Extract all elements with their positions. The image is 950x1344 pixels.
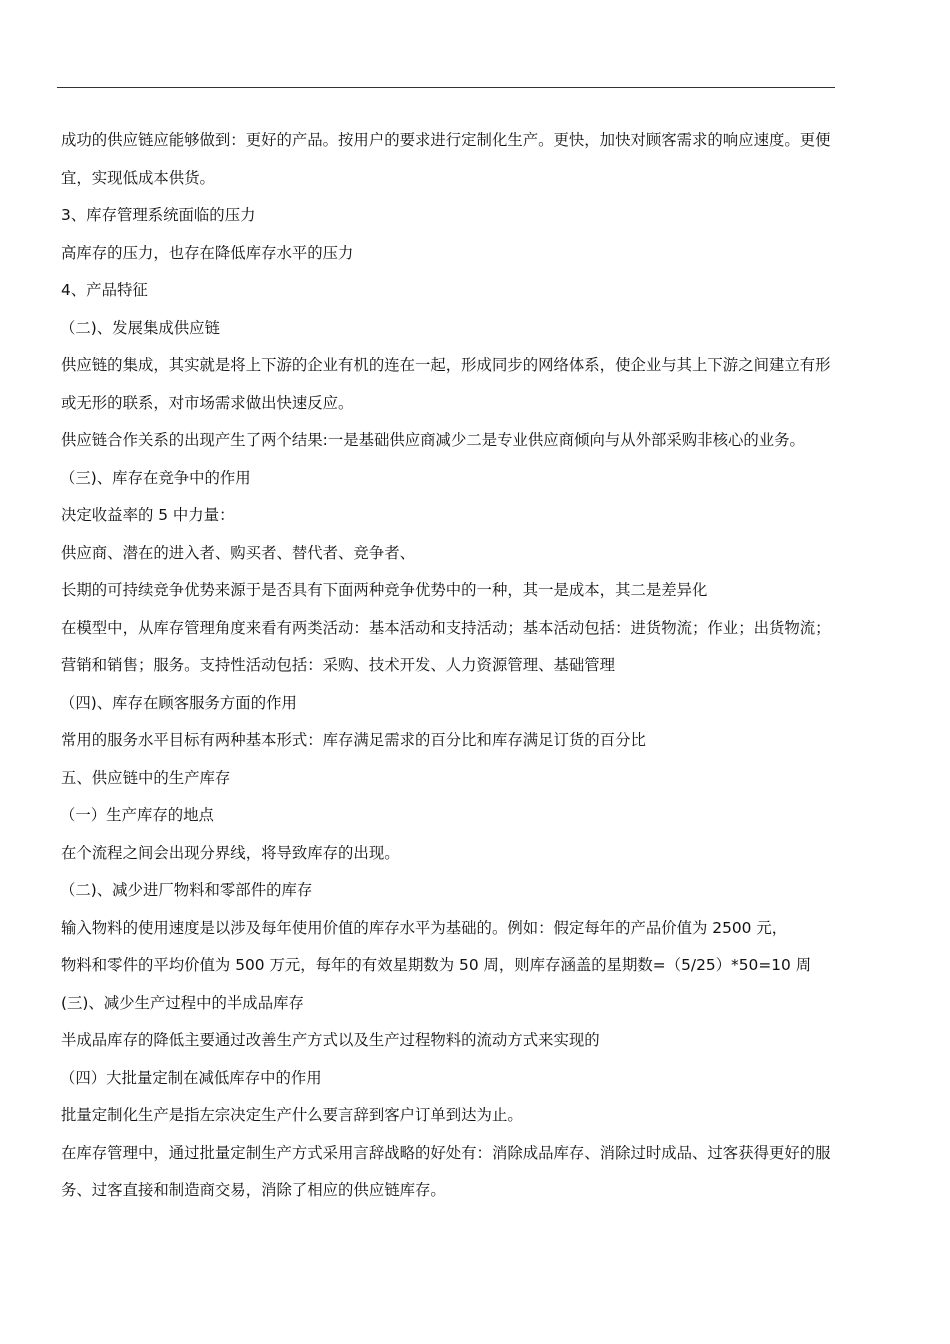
section-heading: （一）生产库存的地点 (60, 806, 214, 824)
paragraph: 供应链的集成，其实就是将上下游的企业有机的连在一起，形成同步的网络体系，使企业与其上下游之间建立有形或无形的联系，对市场需求做出快速反应。 (61, 356, 831, 412)
paragraph: 输入物料的使用速度是以涉及每年使用价值的库存水平为基础的。例如：假定每年的产品价值为 2500 元， (61, 918, 788, 937)
paragraph: 半成品库存的降低主要通过改善生产方式以及生产过程物料的流动方式来实现的 (61, 1031, 600, 1049)
paragraph: 批量定制化生产是指左宗决定生产什么要言辞到客户订单到达为止。 (61, 1106, 523, 1124)
paragraph: 在个流程之间会出现分界线，将导致库存的出现。 (61, 843, 400, 862)
paragraph: 决定收益率的 5 中力量： (61, 506, 235, 524)
section-heading: 4、产品特征 (61, 281, 148, 299)
paragraph: 高库存的压力，也存在降低库存水平的压力 (61, 243, 354, 262)
section-heading: （二)、发展集成供应链 (60, 318, 220, 337)
section-heading: 五、供应链中的生产库存 (61, 768, 231, 787)
section-heading: (三)、减少生产过程中的半成品库存 (61, 993, 304, 1012)
header-rule (57, 87, 835, 88)
paragraph: 供应链合作关系的出现产生了两个结果:一是基础供应商减少二是专业供应商倾向与从外部采购非核心的业务。 (61, 431, 805, 449)
section-heading: 3、库存管理系统面临的压力 (61, 206, 256, 224)
paragraph: 成功的供应链应能够做到：更好的产品。按用户的要求进行定制化生产。更快，加快对顾客需求的响应速度。更便宜，实现低成本供货。 (61, 131, 831, 187)
paragraph: 物料和零件的平均价值为 500 万元，每年的有效星期数为 50 周，则库存涵盖的星期数=（5/25）*50=10 周 (61, 956, 812, 974)
section-heading: （四)、库存在顾客服务方面的作用 (60, 693, 297, 712)
paragraph: 常用的服务水平目标有两种基本形式：库存满足需求的百分比和库存满足订货的百分比 (61, 731, 646, 749)
paragraph: 在库存管理中，通过批量定制生产方式采用言辞战略的好处有：消除成品库存、消除过时成品、过客获得更好的服务、过客直接和制造商交易，消除了相应的供应链库存。 (61, 1143, 831, 1199)
paragraph: 在模型中，从库存管理角度来看有两类活动：基本活动和支持活动；基本活动包括：进货物流；作业；出货物流；营销和销售；服务。支持性活动包括：采购、技术开发、人力资源管理、基础管理 (61, 618, 831, 674)
paragraph: 供应商、潜在的进入者、购买者、替代者、竞争者、 (61, 543, 415, 562)
section-heading: （四）大批量定制在减低库存中的作用 (60, 1068, 322, 1087)
section-heading: （二)、减少进厂物料和零部件的库存 (60, 881, 313, 899)
document-body (61, 122, 837, 1210)
paragraph: 长期的可持续竞争优势来源于是否具有下面两种竞争优势中的一种，其一是成本，其二是差异化 (61, 581, 708, 599)
section-heading: （三)、库存在竞争中的作用 (60, 468, 251, 487)
